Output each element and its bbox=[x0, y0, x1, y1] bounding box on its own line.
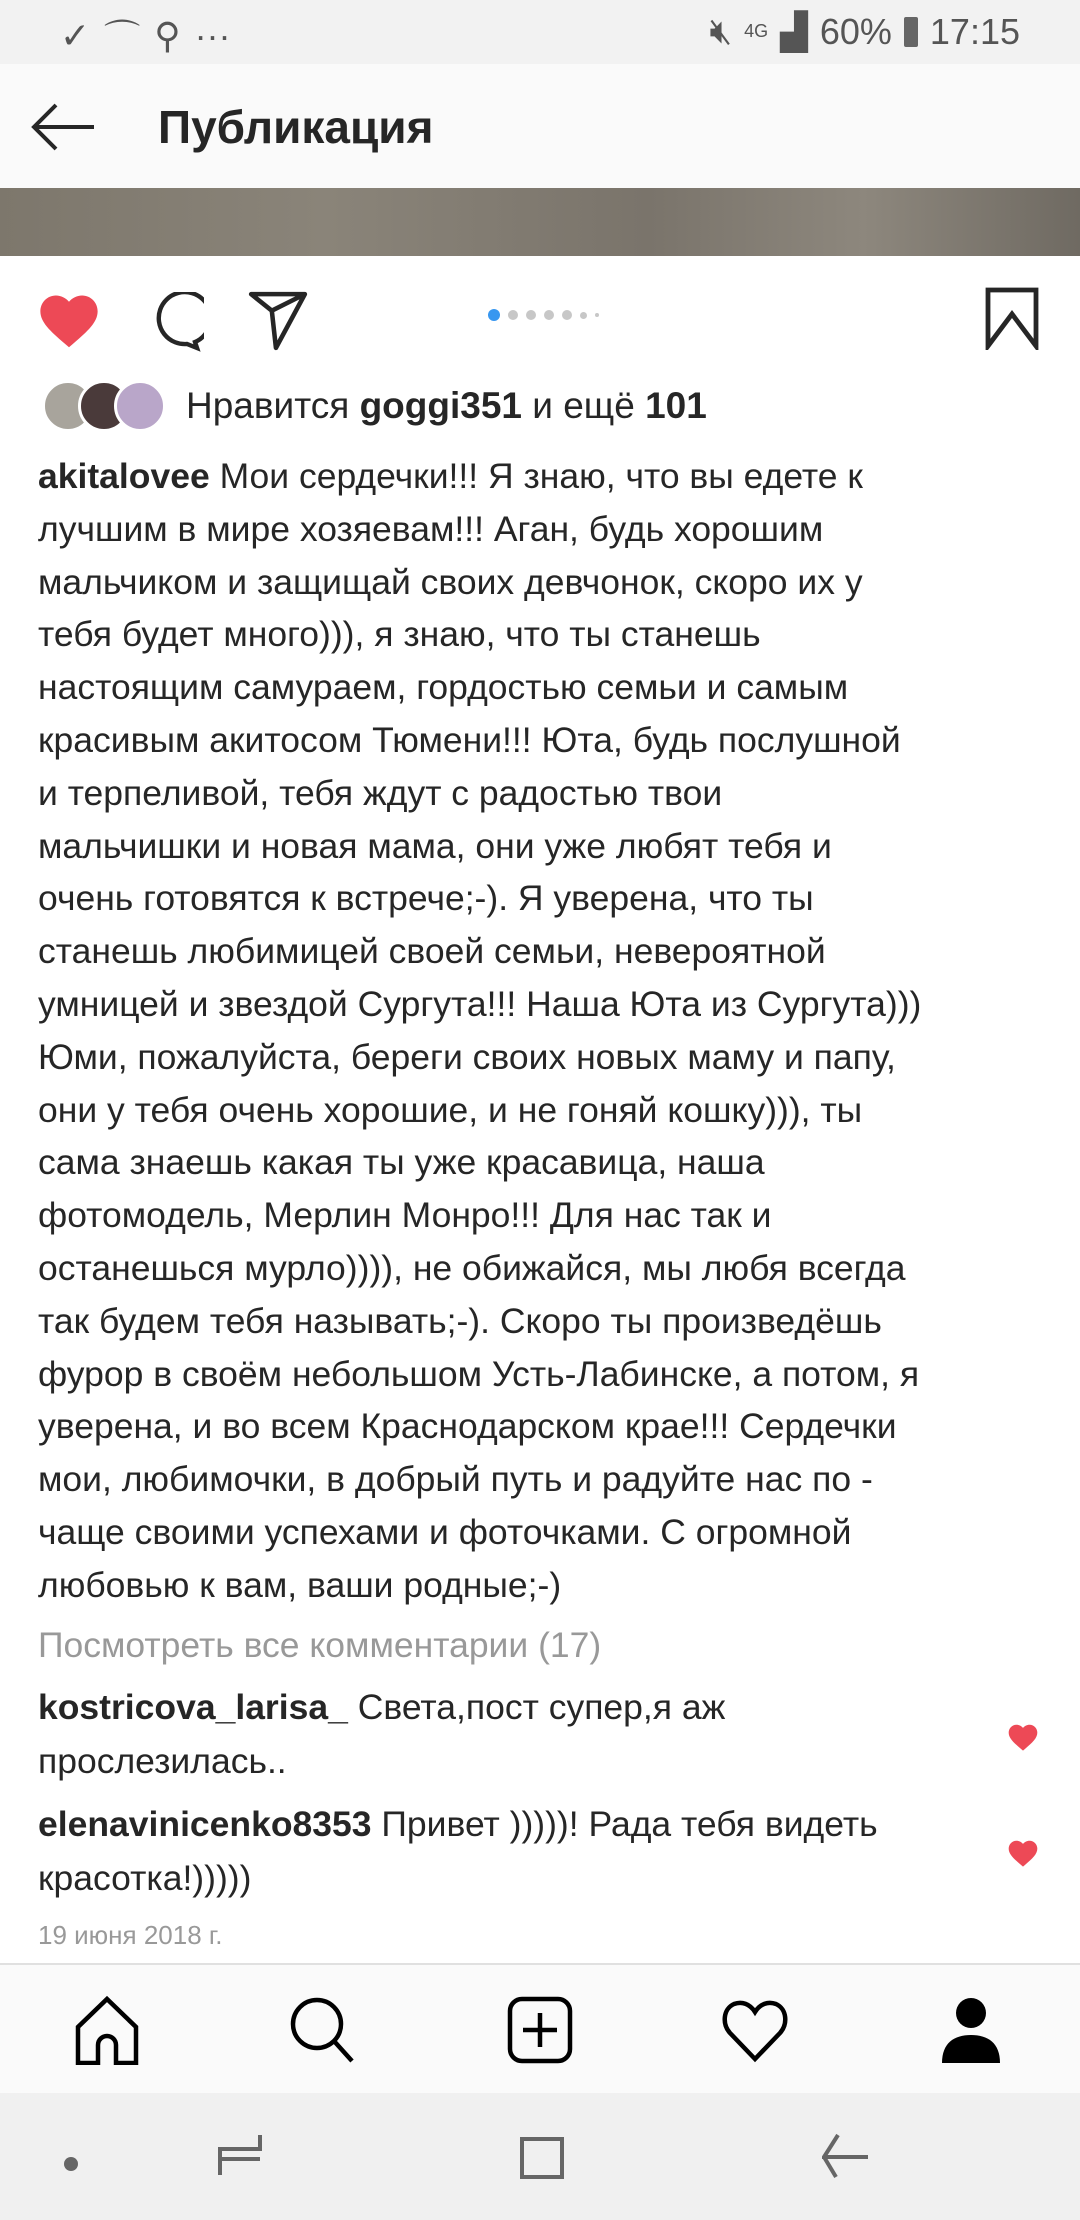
network-type: 4G bbox=[744, 21, 769, 41]
likes-text bbox=[186, 385, 707, 427]
carousel-indicator bbox=[488, 309, 599, 321]
post-image[interactable] bbox=[0, 188, 1080, 256]
status-bar bbox=[0, 0, 1080, 64]
comment-username[interactable]: kostricova_larisa_ bbox=[38, 1687, 348, 1727]
system-nav-bar bbox=[0, 2093, 1080, 2220]
comment-text: прослезилась.. bbox=[38, 1741, 287, 1781]
caption-line: любовью к вам, ваши родные;-) bbox=[38, 1564, 562, 1605]
caption-line: станешь любимицей своей семьи, невероятной bbox=[38, 931, 826, 972]
caption-line: тебя будет много))), я знаю, что ты станешь bbox=[38, 614, 761, 655]
carousel-dot-active bbox=[488, 309, 500, 321]
comment-text: Света,пост супер,я аж bbox=[357, 1687, 726, 1727]
caption-line: чаще своими успехами и фоточками. С огромной bbox=[38, 1511, 852, 1552]
caption-line: красивым акитосом Тюмени!!! Юта, будь послушной bbox=[38, 719, 901, 760]
comment-line bbox=[38, 1680, 998, 1734]
new-post-icon[interactable] bbox=[505, 1995, 575, 2065]
bookmark-icon[interactable] bbox=[984, 286, 1040, 350]
back-arrow-icon[interactable] bbox=[30, 102, 96, 152]
recent-apps-icon[interactable] bbox=[218, 2133, 262, 2177]
likes-prefix: Нравится bbox=[186, 385, 350, 426]
comment-line bbox=[38, 1797, 998, 1851]
caption-line: так будем тебя называть;-). Скоро ты произведёшь bbox=[38, 1300, 882, 1341]
more-notifications-icon: ··· bbox=[194, 14, 231, 56]
caption-line: лучшим в мире хозяевам!!! Аган, будь хорошим bbox=[38, 508, 824, 549]
view-all-comments-link[interactable]: Посмотреть все комментарии (17) bbox=[38, 1625, 602, 1665]
caption-line: и терпеливой, тебя ждут с радостью твои bbox=[38, 772, 723, 813]
page-title: Публикация bbox=[158, 101, 434, 153]
caption-line: сама знаешь какая ты уже красавица, наша bbox=[38, 1142, 765, 1183]
carousel-dot bbox=[544, 310, 554, 320]
caption-line: фурор в своём небольшом Усть-Лабинске, а потом, я bbox=[38, 1353, 920, 1394]
missed-call-icon: ⌒ bbox=[104, 17, 141, 58]
caption-line: Юми, пожалуйста, береги своих новых маму и папу, bbox=[38, 1036, 896, 1077]
caption-line: умницей и звездой Сургута!!! Наша Юта из Сургута))) bbox=[38, 983, 922, 1024]
search-notification-icon: ⚲ bbox=[154, 14, 181, 56]
post-date: 19 июня 2018 г. bbox=[38, 1920, 223, 1950]
back-button-icon[interactable] bbox=[822, 2133, 870, 2179]
carousel-dot bbox=[562, 310, 572, 320]
carousel-dot bbox=[595, 313, 599, 317]
caption-line bbox=[38, 450, 921, 503]
post-caption bbox=[38, 450, 921, 1612]
comment-text: Привет )))))! Рада тебя видеть bbox=[381, 1804, 878, 1844]
comment-like-heart-icon[interactable] bbox=[1006, 1722, 1040, 1752]
caption-username[interactable]: akitalovee bbox=[38, 456, 210, 496]
carousel-dot bbox=[526, 310, 536, 320]
battery-icon bbox=[904, 17, 918, 47]
caption-line: мои, любимочки, в добрый путь и радуйте нас по - bbox=[38, 1459, 873, 1500]
caption-line: настоящим самураем, гордостью семьи и самым bbox=[38, 667, 849, 708]
caption-line: останешься мурло)))), не обижайся, мы любя всегда bbox=[38, 1247, 906, 1288]
likes-middle: и ещё bbox=[532, 385, 635, 426]
caption-line: уверена, и во всем Краснодарском крае!!! Сердечки bbox=[38, 1406, 897, 1447]
nav-dot-icon[interactable] bbox=[62, 2155, 80, 2173]
download-done-icon: ✓ bbox=[60, 14, 91, 56]
comment-text: красотка!))))) bbox=[38, 1858, 252, 1898]
share-send-icon[interactable] bbox=[246, 290, 310, 352]
home-icon[interactable] bbox=[72, 1995, 142, 2065]
caption-line: очень готовятся к встрече;-). Я уверена, что ты bbox=[38, 878, 814, 919]
comment-item bbox=[38, 1680, 998, 1788]
signal-icon: ▟ bbox=[780, 10, 808, 52]
comment-icon[interactable] bbox=[142, 292, 204, 352]
comment-like-heart-icon[interactable] bbox=[1006, 1838, 1040, 1868]
search-icon[interactable] bbox=[288, 1995, 358, 2065]
likes-count[interactable]: 101 bbox=[645, 385, 707, 426]
mute-icon: 🔇︎ bbox=[709, 10, 733, 51]
caption-line: фотомодель, Мерлин Монро!!! Для нас так и bbox=[38, 1195, 772, 1236]
comment-item bbox=[38, 1797, 998, 1905]
header bbox=[0, 64, 1080, 188]
caption-line: они у тебя очень хорошие, и не гоняй кошку))), ты bbox=[38, 1089, 863, 1130]
carousel-dot bbox=[508, 310, 518, 320]
like-heart-icon[interactable] bbox=[36, 290, 102, 350]
caption-line: мальчиком и защищай своих девчонок, скоро их у bbox=[38, 561, 863, 602]
caption-text: Мои сердечки!!! Я знаю, что вы едете к bbox=[219, 456, 863, 496]
avatar bbox=[114, 380, 166, 432]
likes-row[interactable] bbox=[42, 380, 707, 432]
liker-username[interactable]: goggi351 bbox=[359, 385, 522, 426]
comment-username[interactable]: elenavinicenko8353 bbox=[38, 1804, 372, 1844]
activity-heart-icon[interactable] bbox=[720, 1995, 790, 2065]
bottom-nav bbox=[0, 1963, 1080, 2093]
clock: 17:15 bbox=[929, 10, 1020, 52]
battery-percent: 60% bbox=[819, 10, 892, 52]
profile-icon[interactable] bbox=[936, 1995, 1006, 2065]
caption-line: мальчишки и новая мама, они уже любят тебя и bbox=[38, 825, 832, 866]
carousel-dot bbox=[580, 312, 587, 319]
home-button-icon[interactable] bbox=[520, 2135, 566, 2181]
